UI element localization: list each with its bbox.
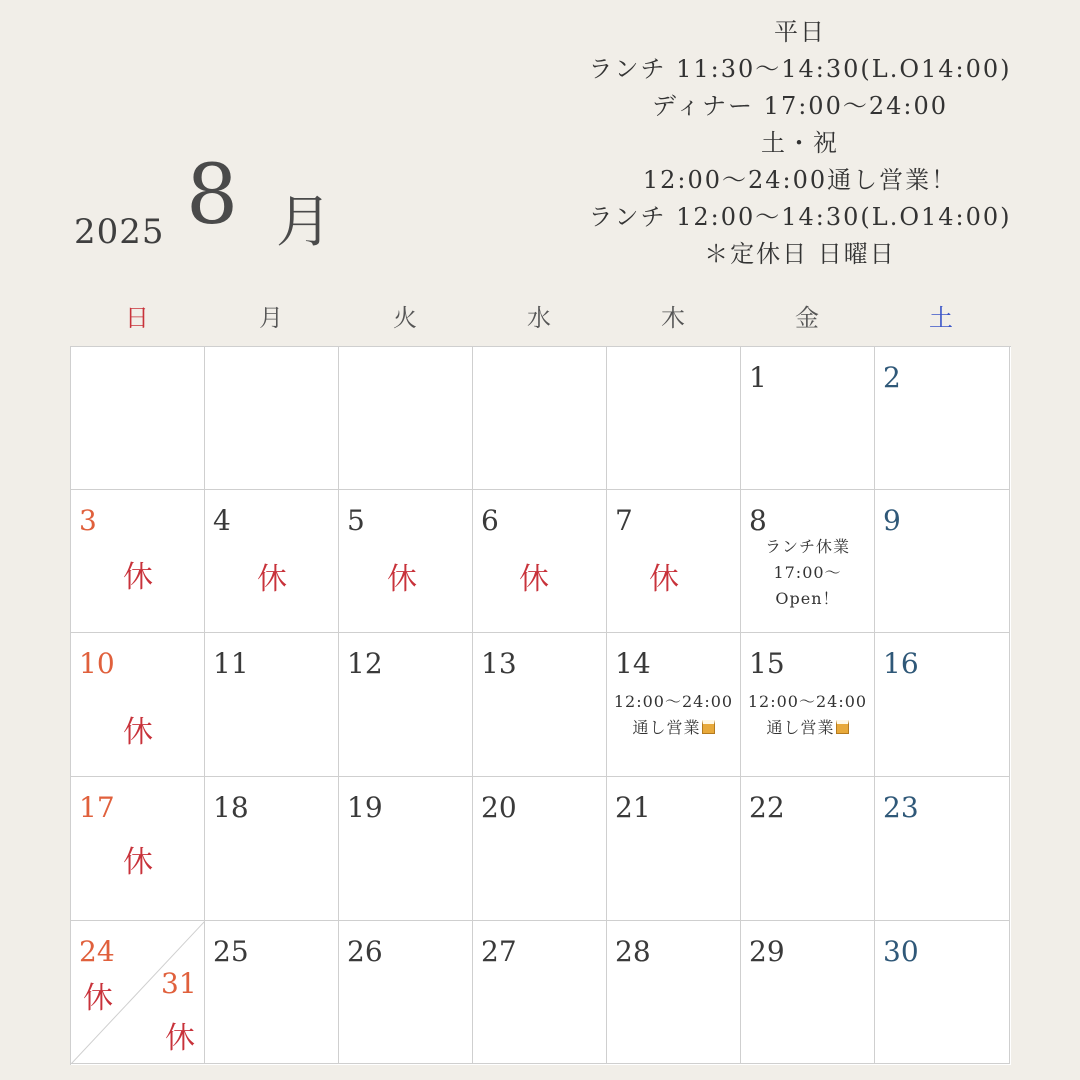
note-text: 通し営業: [766, 718, 835, 737]
calendar-cell: [741, 921, 875, 1064]
calendar-cell: [71, 490, 205, 633]
calendar-cell: [205, 921, 339, 1064]
calendar-cell: [205, 490, 339, 633]
beer-mug-icon: [702, 720, 715, 734]
date-number: 30: [883, 935, 919, 968]
date-number: 10: [79, 647, 115, 680]
calendar-cell: [875, 777, 1010, 921]
day-note: [741, 534, 874, 612]
date-number: 17: [79, 791, 115, 824]
date-number: 5: [347, 504, 365, 537]
calendar-cell: [741, 347, 875, 490]
note-text: 通し営業: [632, 718, 701, 737]
calendar-cell: [741, 777, 875, 921]
closed-mark: 休: [123, 560, 153, 595]
date-number: 7: [615, 504, 633, 537]
calendar-cell-shared: [71, 921, 205, 1064]
hours-line: ＊定休日 日曜日: [704, 240, 896, 268]
date-number: 12: [347, 647, 383, 680]
date-number: 2: [883, 361, 901, 394]
note-line: ランチ休業: [764, 537, 850, 556]
date-number: 26: [347, 935, 383, 968]
date-number: 6: [481, 504, 499, 537]
calendar-cell: [205, 777, 339, 921]
year: 2025: [74, 212, 165, 252]
calendar-cell: [875, 347, 1010, 490]
date-number: 28: [615, 935, 651, 968]
date-number: 19: [347, 791, 383, 824]
date-number: 8: [749, 504, 767, 537]
calendar-cell: [607, 347, 741, 490]
note-line: 12:00〜24:00: [613, 692, 734, 711]
closed-mark: 休: [649, 562, 679, 597]
month-number: 8: [186, 148, 239, 243]
hours-line: ランチ 12:00〜14:30(L.O14:00): [588, 203, 1012, 231]
closed-mark: 休: [83, 981, 113, 1016]
note-line: [607, 715, 740, 741]
closed-mark: 休: [257, 562, 287, 597]
date-number: 22: [749, 791, 785, 824]
business-hours: [520, 14, 1080, 273]
calendar-cell: [473, 633, 607, 777]
date-number: 20: [481, 791, 517, 824]
calendar-cell: [205, 347, 339, 490]
note-line: 17:00〜: [773, 563, 842, 582]
calendar-cell: [607, 490, 741, 633]
closed-mark: 休: [123, 715, 153, 750]
calendar-cell: [473, 347, 607, 490]
weekday-tue: 火: [393, 304, 417, 332]
weekday-sat: 土: [929, 304, 953, 332]
calendar-cell: [741, 490, 875, 633]
calendar-cell: [473, 777, 607, 921]
note-line: Open！: [775, 589, 840, 608]
calendar-cell: [205, 633, 339, 777]
closed-mark: 休: [519, 562, 549, 597]
hours-line: 平日: [774, 18, 826, 46]
calendar-grid: [70, 346, 1011, 1065]
date-number: 25: [213, 935, 249, 968]
calendar-cell: [473, 490, 607, 633]
hours-line: 土・祝: [761, 129, 839, 157]
beer-mug-icon: [836, 720, 849, 734]
calendar-cell: [339, 490, 473, 633]
hours-line: ディナー 17:00〜24:00: [651, 92, 949, 120]
note-line: [741, 715, 874, 741]
date-number: 14: [615, 647, 651, 680]
calendar-cell: [741, 633, 875, 777]
calendar-cell: [607, 921, 741, 1064]
date-number: 9: [883, 504, 901, 537]
calendar-cell: [875, 633, 1010, 777]
weekday-fri: 金: [795, 304, 819, 332]
weekday-thu: 木: [661, 304, 685, 332]
day-note: [607, 689, 740, 741]
hours-line: 12:00〜24:00通し営業！: [642, 166, 958, 194]
closed-mark: 休: [387, 562, 417, 597]
date-number: 16: [883, 647, 919, 680]
calendar-cell: [339, 633, 473, 777]
date-number: 27: [481, 935, 517, 968]
day-note: [741, 689, 874, 741]
date-number: 29: [749, 935, 785, 968]
date-number: 21: [615, 791, 651, 824]
date-number: 15: [749, 647, 785, 680]
date-number: 23: [883, 791, 919, 824]
calendar-cell: [339, 777, 473, 921]
date-number: 24: [79, 935, 115, 968]
calendar-cell: [607, 777, 741, 921]
date-number-31: 31: [161, 967, 197, 1000]
date-number: 18: [213, 791, 249, 824]
calendar-cell: [339, 921, 473, 1064]
calendar-cell: [607, 633, 741, 777]
note-line: 12:00〜24:00: [747, 692, 868, 711]
closed-mark: 休: [165, 1021, 195, 1056]
weekday-wed: 水: [527, 304, 551, 332]
date-number: 11: [213, 647, 249, 680]
date-number: 13: [481, 647, 517, 680]
calendar-cell: [875, 921, 1010, 1064]
closed-mark: 休: [123, 845, 153, 880]
calendar-cell: [473, 921, 607, 1064]
calendar-cell: [339, 347, 473, 490]
date-number: 4: [213, 504, 231, 537]
weekday-sun: 日: [125, 304, 149, 332]
calendar-cell: [875, 490, 1010, 633]
hours-line: ランチ 11:30〜14:30(L.O14:00): [588, 55, 1012, 83]
calendar-cell: [71, 777, 205, 921]
calendar-cell: [71, 347, 205, 490]
date-number: 1: [749, 361, 767, 394]
calendar-cell: [71, 633, 205, 777]
month-label: 月: [276, 190, 332, 255]
date-number: 3: [79, 504, 97, 537]
weekday-mon: 月: [259, 304, 283, 332]
